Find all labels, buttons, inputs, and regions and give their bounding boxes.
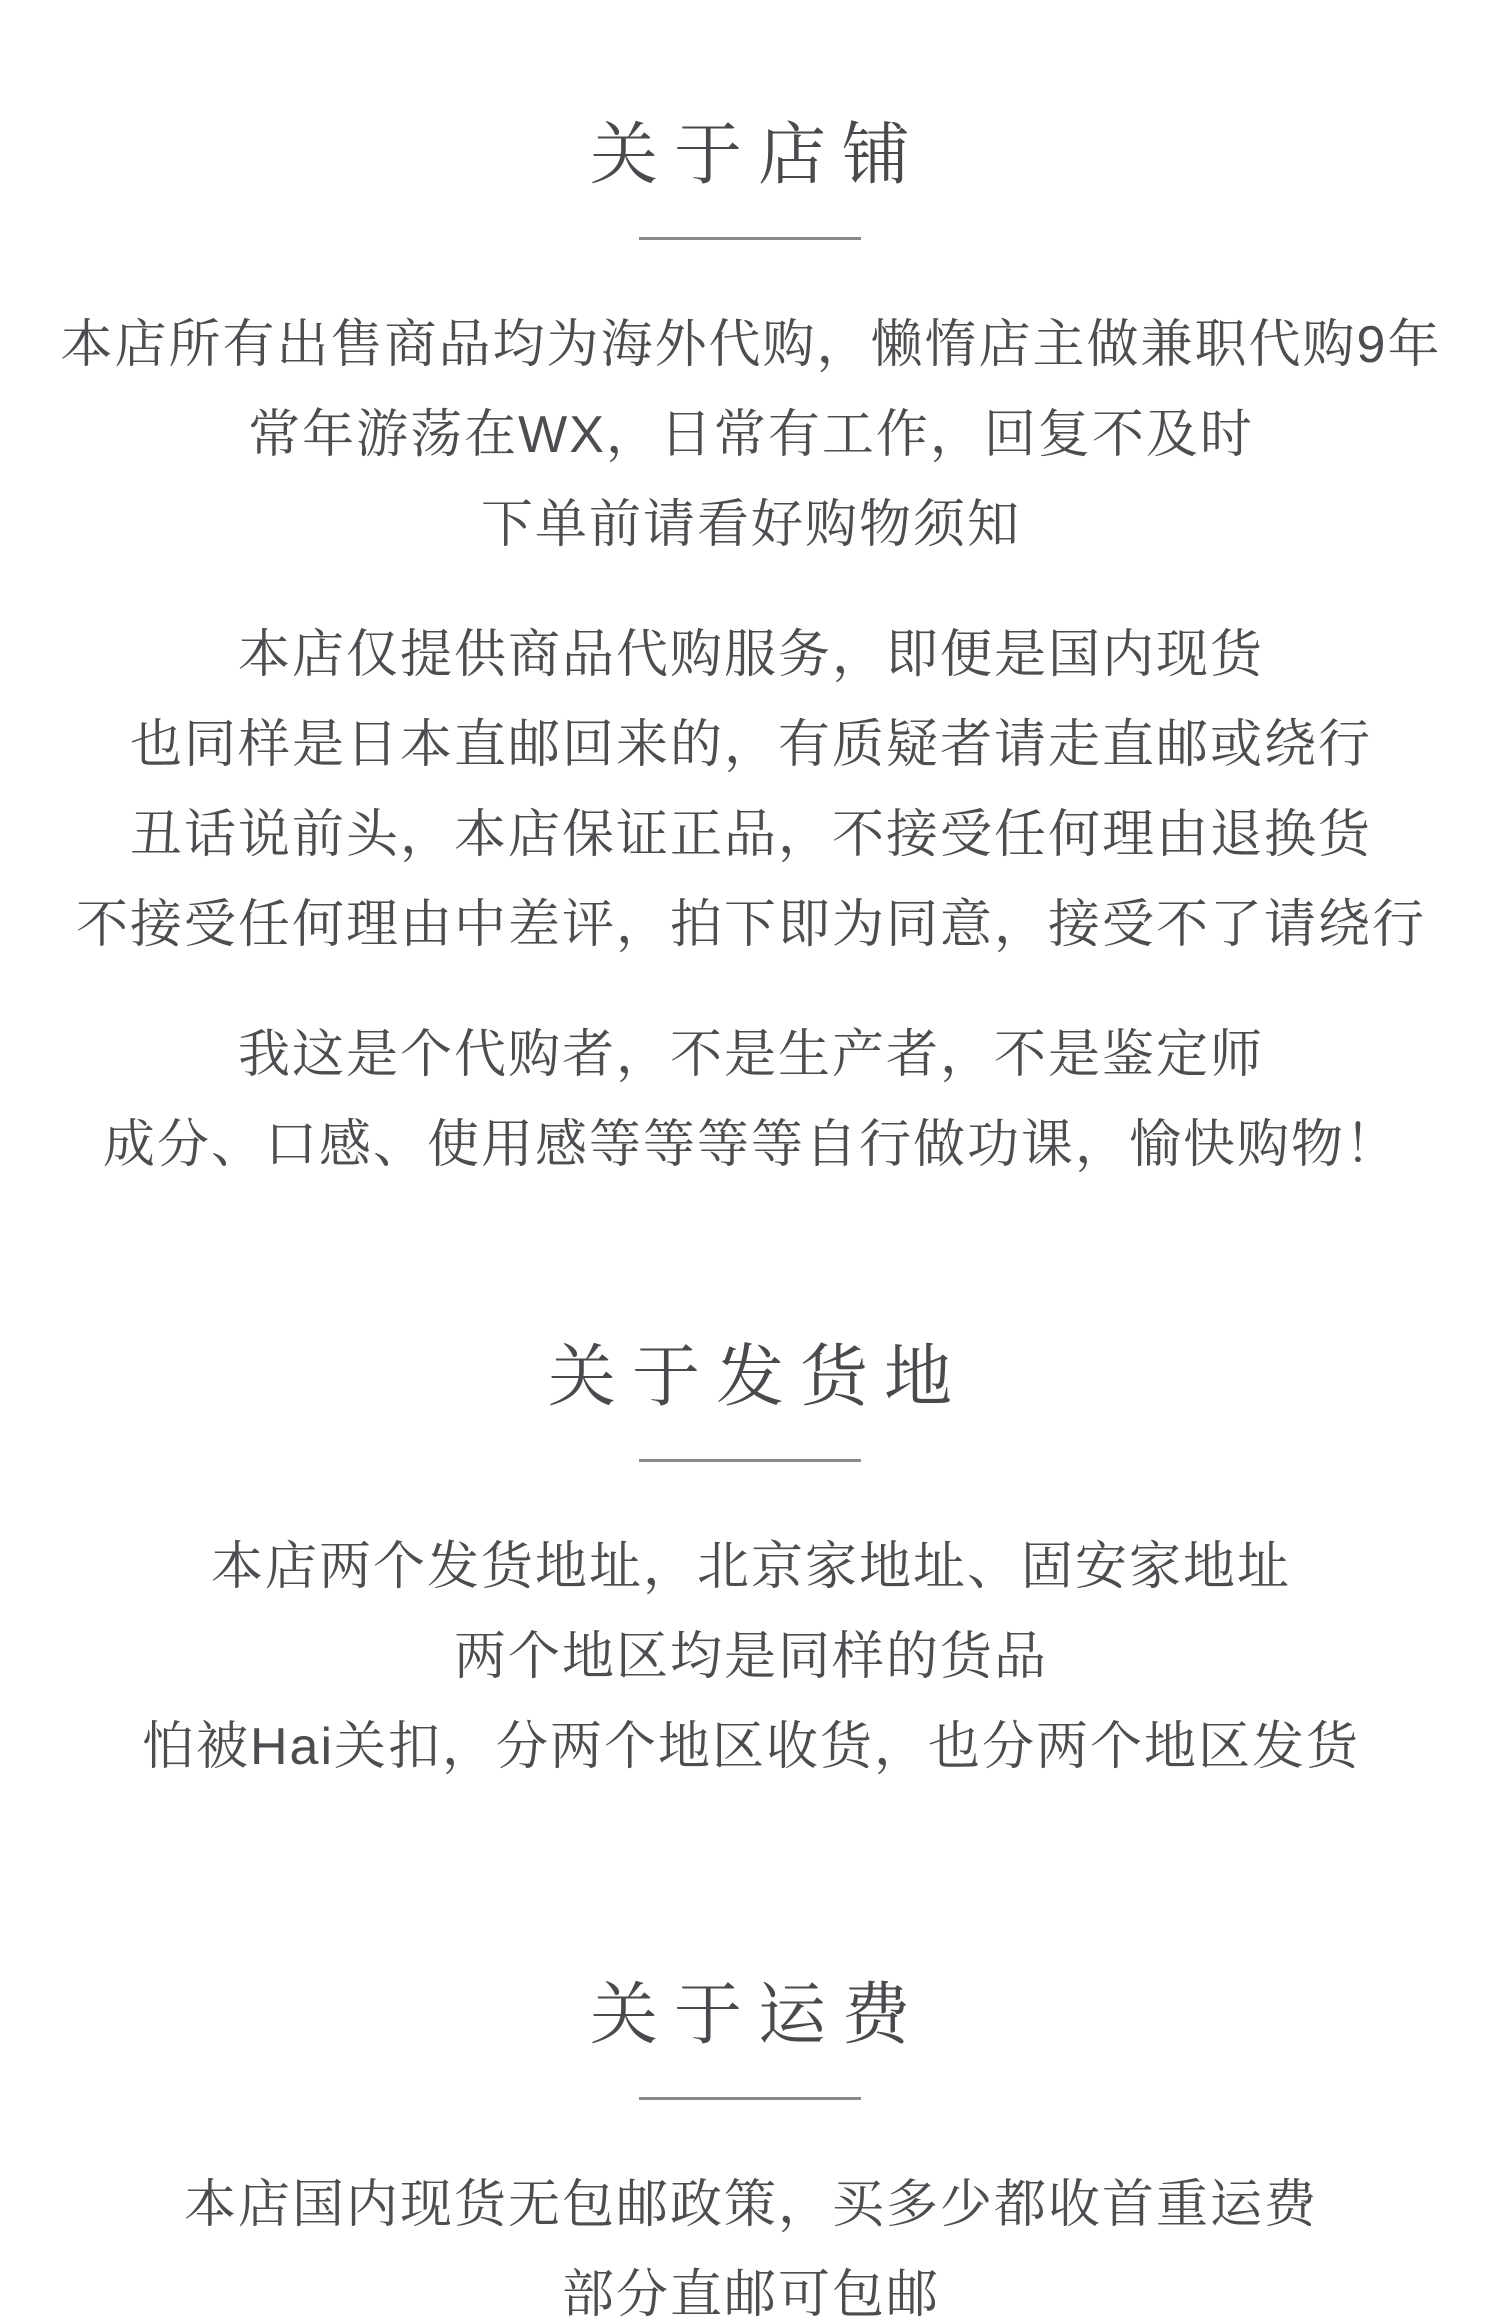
title-divider (639, 237, 861, 240)
paragraph (0, 300, 1500, 570)
section-about-shop (0, 114, 1500, 1190)
text-line: 本店国内现货无包邮政策，买多少都收首重运费 (183, 2176, 1318, 2234)
text-line: 部分直邮可包邮 (561, 2266, 940, 2322)
text-line: 本店所有出售商品均为海外代购，懒惰店主做兼职代购9年 (60, 316, 1442, 374)
title-divider (639, 2097, 861, 2100)
text-line: 丑话说前头，本店保证正品，不接受任何理由退换货 (129, 806, 1372, 864)
text-line: 本店两个发货地址，北京家地址、固安家地址 (210, 1538, 1291, 1596)
text-line: 怕被Hai关扣，分两个地区收货，也分两个地区发货 (141, 1718, 1361, 1776)
text-line: 成分、口感、使用感等等等等自行做功课，愉快购物！ (102, 1116, 1399, 1174)
section-title-about-shop: 关于店铺 (589, 117, 926, 193)
text-line: 不接受任何理由中差评，拍下即为同意，接受不了请绕行 (75, 896, 1426, 954)
paragraph (0, 1010, 1500, 1190)
paragraph (0, 610, 1500, 970)
text-line: 常年游荡在WX，日常有工作，回复不及时 (248, 406, 1254, 464)
title-divider (639, 1459, 861, 1462)
section-shipping-fee (0, 1974, 1500, 2322)
text-line: 本店仅提供商品代购服务，即便是国内现货 (237, 626, 1264, 684)
text-line: 下单前请看好购物须知 (480, 496, 1021, 554)
section-title-shipping-origin: 关于发货地 (547, 1339, 968, 1415)
section-title-shipping-fee: 关于运费 (589, 1977, 926, 2053)
paragraph (0, 1522, 1500, 1792)
paragraph (0, 2160, 1500, 2322)
text-line: 也同样是日本直邮回来的，有质疑者请走直邮或绕行 (129, 716, 1372, 774)
section-shipping-origin (0, 1336, 1500, 1792)
text-line: 我这是个代购者，不是生产者，不是鉴定师 (237, 1026, 1264, 1084)
text-line: 两个地区均是同样的货品 (453, 1628, 1048, 1686)
